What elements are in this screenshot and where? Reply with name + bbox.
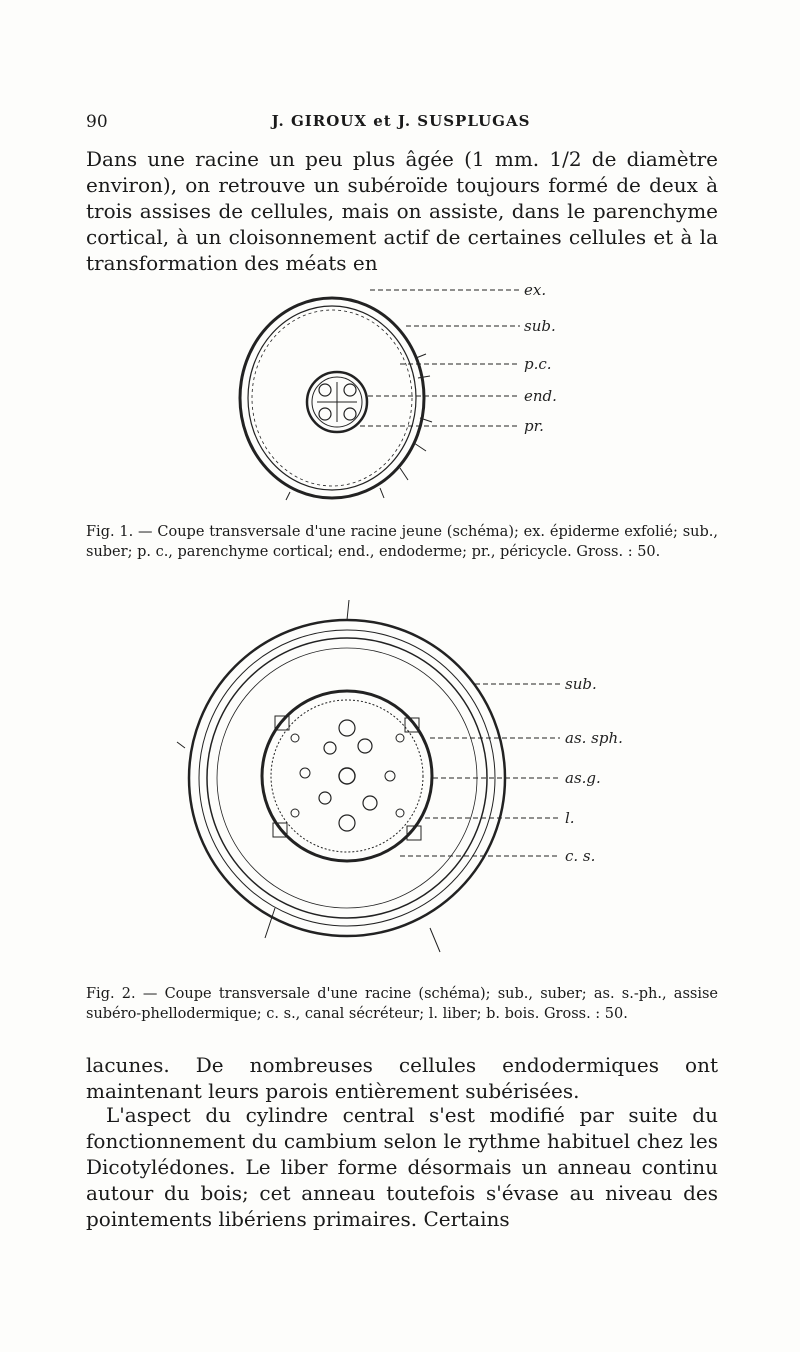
figure-1-caption: Fig. 1. — Coupe transversale d'une racine jeune (schéma); ex. épiderme exfolié; sub., suber; p. c., parenchyme cortical; end., endoderme; pr., péricycle. Gross. : 50. (86, 524, 718, 560)
fig1-label-end: end. (524, 387, 557, 405)
fig2-label-l: l. (565, 809, 575, 827)
figure-2-diagram (175, 598, 635, 958)
fig1-label-sub: sub. (524, 317, 556, 335)
fig1-label-pc: p.c. (524, 355, 552, 373)
fig2-label-cs: c. s. (565, 847, 596, 865)
running-title: J. GIROUX et J. SUSPLUGAS (271, 112, 531, 130)
fig2-label-sub: sub. (565, 675, 597, 693)
fig1-label-ex: ex. (524, 281, 547, 299)
fig2-label-as-g: as.g. (565, 769, 601, 787)
fig2-label-as-sph: as. sph. (565, 729, 623, 747)
page-header (86, 112, 716, 136)
fig1-label-pr: pr. (524, 417, 544, 435)
figure-1-diagram (220, 268, 600, 504)
paragraph-1: Dans une racine un peu plus âgée (1 mm. 1/2 de diamètre environ), on retrouve un subéroïde toujours formé de deux à trois assises de cellules, mais on assiste, dans le parenchyme cortical, à un cloisonnement actif de certaines cellules et à la transformation des méats en (86, 147, 718, 275)
paragraph-3: L'aspect du cylindre central s'est modifié par suite du fonctionnement du cambium selon le rythme habituel chez les Dicotylédones. Le liber forme désormais un anneau continu autour du bois; cet anneau toutefois s'évase au niveau des pointements libériens primaires. Certains (86, 1103, 718, 1231)
paragraph-2: lacunes. De nombreuses cellules endodermiques ont maintenant leurs parois entièrement subérisées. (86, 1053, 718, 1103)
page-number: 90 (86, 112, 108, 132)
figure-2-caption: Fig. 2. — Coupe transversale d'une racine (schéma); sub., suber; as. s.-ph., assise subéro-phellodermique; c. s., canal sécréteur; l. liber; b. bois. Gross. : 50. (86, 986, 718, 1022)
